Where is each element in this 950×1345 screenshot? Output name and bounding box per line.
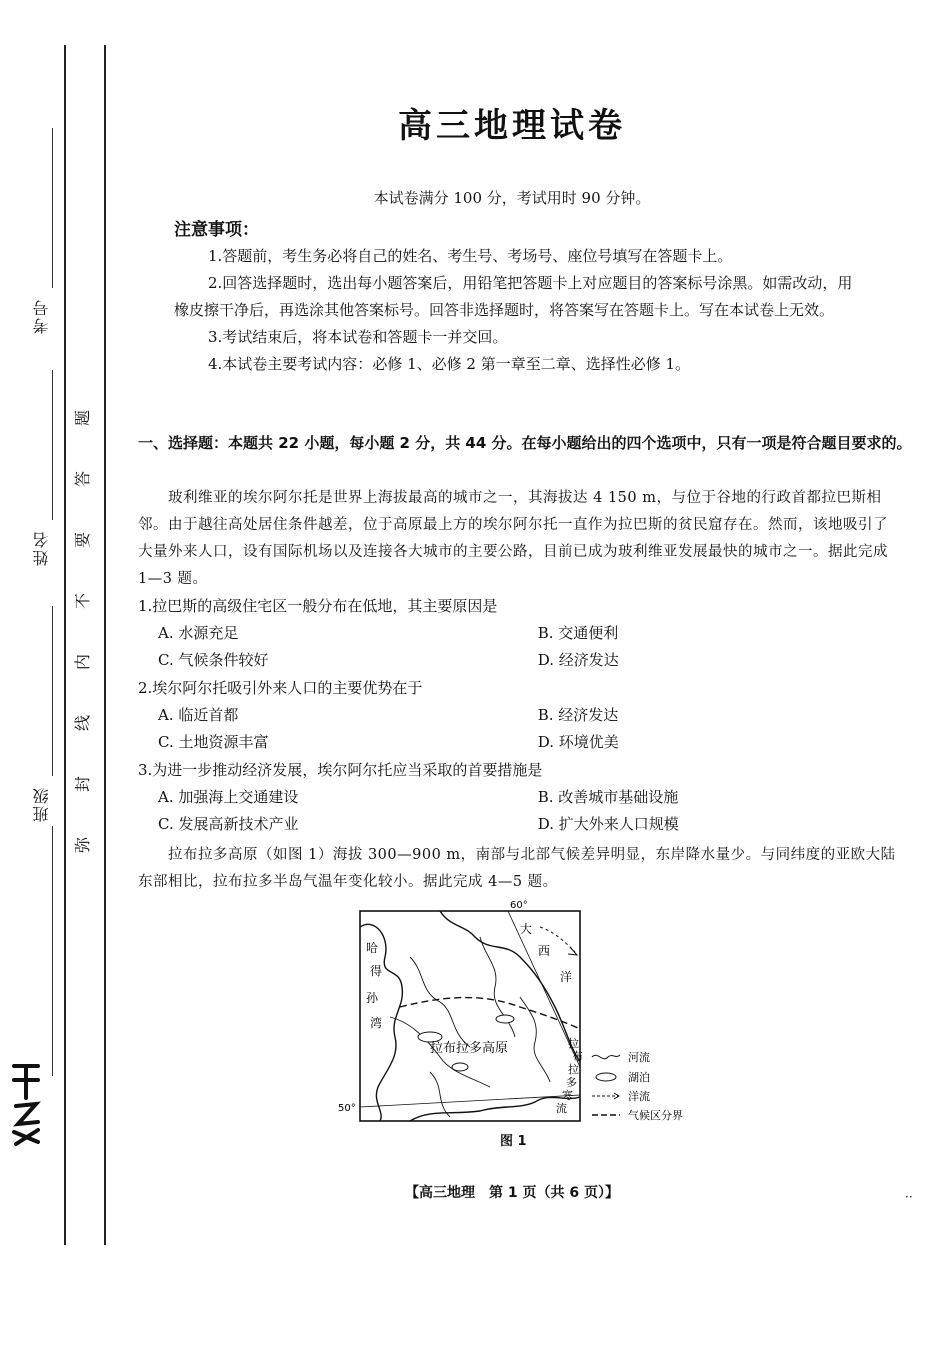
legend-river-icon bbox=[592, 1055, 620, 1059]
legend-current: 洋流 bbox=[628, 1090, 650, 1103]
atlantic-char: 西 bbox=[538, 944, 551, 958]
plateau-label: 拉布拉多高原 bbox=[430, 1041, 509, 1056]
seal-notice bbox=[73, 400, 100, 888]
seal-char: 题 bbox=[73, 410, 92, 427]
seal-char: 内 bbox=[73, 654, 92, 671]
current-char: 拉 bbox=[568, 1037, 579, 1050]
legend-climate-boundary: 气候区分界 bbox=[628, 1109, 683, 1122]
question-stem: 3.为进一步推动经济发展，埃尔阿尔托应当采取的首要措施是 bbox=[138, 761, 543, 779]
page-footer: 【高三地理 第 1 页（共 6 页）】 bbox=[405, 1185, 619, 1201]
passage-2: 拉布拉多高原（如图 1）海拔 300—900 m，南部与北部气候差异明显，东岸降水量少。与同纬度的亚欧大陆东部相比，拉布拉多半岛气温年变化较小。据此完成 4—5 题。 bbox=[138, 847, 896, 890]
question-stem: 2.埃尔阿尔托吸引外来人口的主要优势在于 bbox=[138, 679, 423, 697]
seal-char: 答 bbox=[73, 471, 92, 488]
legend-river: 河流 bbox=[628, 1051, 650, 1064]
notice-item: 3.考试结束后，将本试卷和答题卡一并交回。 bbox=[208, 328, 508, 346]
exam-no-blank bbox=[52, 128, 53, 288]
current-char: 多 bbox=[566, 1076, 577, 1089]
legend-lake: 湖泊 bbox=[628, 1071, 650, 1084]
binding-line-inner bbox=[104, 45, 106, 1245]
seal-char: 弥 bbox=[73, 837, 92, 854]
notice-item: 4.本试卷主要考试内容：必修 1、必修 2 第一章至二章、选择性必修 1。 bbox=[208, 355, 691, 373]
seal-char: 线 bbox=[73, 715, 92, 732]
question-stem: 1.拉巴斯的高级住宅区一般分布在低地，其主要原因是 bbox=[138, 597, 498, 615]
question-3 bbox=[138, 757, 898, 838]
hudson-bay-char: 得 bbox=[370, 964, 383, 978]
lake bbox=[496, 1015, 514, 1023]
lat-top-label: 60° bbox=[510, 900, 528, 911]
option-c: C. 发展高新技术产业 bbox=[158, 815, 299, 833]
atlantic-char: 大 bbox=[520, 922, 533, 936]
figure-caption: 图 1 bbox=[500, 1134, 527, 1149]
option-b: B. 改善城市基础设施 bbox=[537, 788, 679, 806]
notice-list bbox=[174, 243, 854, 378]
current-char: 布 bbox=[572, 1050, 583, 1063]
labrador-map bbox=[330, 897, 710, 1137]
current-char: 流 bbox=[556, 1102, 567, 1115]
lat-bottom-label: 50° bbox=[338, 1103, 356, 1114]
handwritten-scribble bbox=[8, 1058, 44, 1148]
seal-char: 封 bbox=[73, 776, 92, 793]
lake bbox=[452, 1063, 468, 1071]
exam-no-label: 考号 bbox=[32, 298, 51, 334]
option-d: D. 经济发达 bbox=[537, 651, 619, 669]
hudson-bay-char: 湾 bbox=[370, 1016, 383, 1030]
question-1 bbox=[138, 593, 898, 674]
current-char: 拉 bbox=[568, 1063, 579, 1076]
name-label: 姓名 bbox=[32, 530, 51, 566]
option-b: B. 经济发达 bbox=[537, 706, 619, 724]
exam-title: 高三地理试卷 bbox=[398, 106, 626, 146]
binding-line-outer bbox=[64, 45, 66, 1245]
option-b: B. 交通便利 bbox=[537, 624, 619, 642]
exam-intro: 本试卷满分 100 分，考试用时 90 分钟。 bbox=[373, 189, 651, 207]
option-c: C. 土地资源丰富 bbox=[158, 733, 269, 751]
hudson-bay-char: 哈 bbox=[366, 941, 379, 955]
corner-mark: ·· bbox=[905, 1190, 913, 1204]
option-a: A. 临近首都 bbox=[158, 706, 239, 724]
option-c: C. 气候条件较好 bbox=[158, 651, 269, 669]
notice-heading: 注意事项： bbox=[174, 220, 259, 240]
atlantic-char: 洋 bbox=[560, 970, 573, 984]
notice-item: 2.回答选择题时，选出每小题答案后，用铅笔把答题卡上对应题目的答案标号涂黑。如需改动，用橡皮擦干净后，再选涂其他答案标号。回答非选择题时，将答案写在答题卡上。写在本试卷上无效。 bbox=[174, 274, 853, 319]
extra-blank bbox=[52, 826, 53, 1076]
passage-1: 玻利维亚的埃尔阿尔托是世界上海拔最高的城市之一，其海拔达 4 150 m，与位于谷地的行政首都拉巴斯相邻。由于越往高处居住条件越差，位于高原最上方的埃尔阿尔托一直作为拉巴斯的贫民窟存在。然而，该地吸引了大量外来人口，设有国际机场以及连接各大城市的主要公路，目前已成为玻利维亚发展最快的城市之一。据此完成 1—3 题。 bbox=[138, 490, 888, 587]
section-heading: 一、选择题：本题共 22 小题，每小题 2 分，共 44 分。在每小题给出的四个选项中，只有一项是符合题目要求的。 bbox=[138, 434, 912, 452]
option-a: A. 水源充足 bbox=[158, 624, 239, 642]
class-blank bbox=[52, 606, 53, 776]
option-d: D. 环境优美 bbox=[537, 733, 619, 751]
legend-lake-icon bbox=[596, 1073, 616, 1081]
question-2 bbox=[138, 675, 898, 756]
name-blank bbox=[52, 370, 53, 520]
seal-char: 不 bbox=[73, 593, 92, 610]
hudson-bay-char: 孙 bbox=[366, 991, 379, 1005]
option-d: D. 扩大外来人口规模 bbox=[537, 815, 679, 833]
map-frame bbox=[360, 911, 580, 1121]
option-a: A. 加强海上交通建设 bbox=[158, 788, 299, 806]
class-label: 班级 bbox=[32, 786, 51, 822]
notice-item: 1.答题前，考生务必将自己的姓名、考生号、考场号、座位号填写在答题卡上。 bbox=[208, 247, 733, 265]
seal-char: 要 bbox=[73, 532, 92, 549]
current-char: 寒 bbox=[562, 1089, 573, 1102]
